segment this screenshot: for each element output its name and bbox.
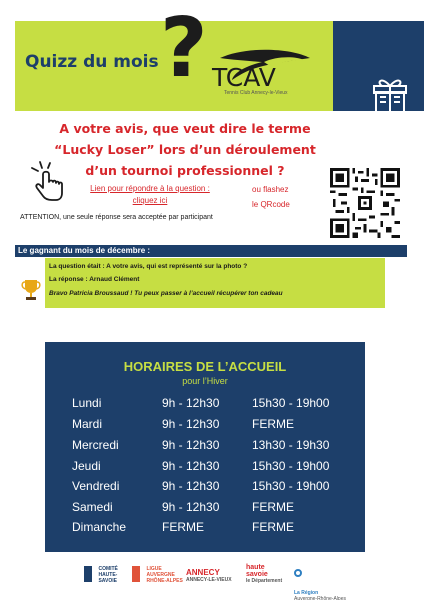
qr-instruction <box>252 182 290 212</box>
region-logo <box>294 569 350 600</box>
qr-instruction-line: ou flashez <box>252 185 289 194</box>
haute-savoie-logo <box>246 564 282 584</box>
opening-hours-subtitle: pour l’Hiver <box>182 376 228 386</box>
gift-icon <box>372 74 408 116</box>
hours-day: Samedi <box>72 500 113 514</box>
hours-day: Lundi <box>72 396 102 410</box>
hours-morning: 9h - 12h30 <box>162 500 220 514</box>
comite-logo-mark <box>84 566 92 582</box>
hours-day: Mardi <box>72 417 103 431</box>
logo-text: TCAV <box>212 63 276 92</box>
answer-link-click[interactable]: cliquez ici <box>132 196 168 205</box>
hours-afternoon: FERME <box>252 417 294 431</box>
hours-day: Vendredi <box>72 479 120 493</box>
annecy-logo-subtitle: ANNECY-LE-VIEUX <box>186 577 232 583</box>
hours-afternoon: FERME <box>252 500 294 514</box>
tcav-logo <box>206 48 330 112</box>
hours-afternoon: FERME <box>252 520 294 534</box>
hours-afternoon: 15h30 - 19h00 <box>252 479 330 493</box>
ligue-logo-mark <box>132 566 140 582</box>
comite-logo-text: COMITÉ HAUTE- SAVOIE <box>98 566 118 584</box>
winner-question: La question était : A votre avis, qui est représenté sur la photo ? <box>49 263 248 270</box>
question-mark-icon: ? <box>160 1 208 96</box>
answer-link[interactable] <box>64 183 236 207</box>
quiz-question-line: d’un tournoi professionnel ? <box>85 163 285 178</box>
quiz-question-line: A votre avis, que veut dire le terme <box>59 121 311 136</box>
hours-morning: FERME <box>162 520 204 534</box>
page-title: Quizz du mois <box>25 52 159 72</box>
hours-day: Dimanche <box>72 520 127 534</box>
winner-title: Le gagnant du mois de décembre : <box>18 246 151 255</box>
opening-hours-title: HORAIRES DE L’ACCUEIL <box>123 359 287 374</box>
qr-code-icon[interactable] <box>330 168 400 238</box>
quiz-question-line: “Lucky Loser” lors d’un déroulement <box>54 142 316 157</box>
haute-savoie-logo-text: haute savoie <box>246 564 268 578</box>
winner-answer: La réponse : Arnaud Clément <box>49 276 140 283</box>
sponsor-logos <box>80 562 350 600</box>
hours-morning: 9h - 12h30 <box>162 459 220 473</box>
hours-afternoon: 13h30 - 19h30 <box>252 438 330 452</box>
winner-congrats: Bravo Patricia Broussaud ! Tu peux passer à l’accueil récupérer ton cadeau <box>49 290 283 297</box>
quiz-question <box>20 118 350 181</box>
hours-morning: 9h - 12h30 <box>162 417 220 431</box>
region-logo-subtitle: Auvergne-Rhône-Alpes <box>294 596 346 600</box>
hours-morning: 9h - 12h30 <box>162 396 220 410</box>
haute-savoie-logo-subtitle: le Département <box>246 578 283 584</box>
comite-logo <box>84 566 118 587</box>
attention-note: ATTENTION, une seule réponse sera acceptée par participant <box>20 214 213 221</box>
annecy-logo-text: ANNECY <box>186 568 220 577</box>
hours-afternoon: 15h30 - 19h00 <box>252 396 330 410</box>
logo-subtitle: Tennis Club Annecy-le-Vieux <box>224 90 288 96</box>
pointing-hand-icon <box>30 160 66 202</box>
region-logo-text: La Région <box>294 590 319 596</box>
trophy-icon <box>20 278 42 302</box>
answer-link-label[interactable]: Lien pour répondre à la question : <box>90 184 210 193</box>
hours-afternoon: 15h30 - 19h00 <box>252 459 330 473</box>
qr-instruction-line: le QRcode <box>252 200 290 209</box>
ligue-logo <box>132 566 183 587</box>
ligue-logo-text: LIGUE AUVERGNE RHÔNE-ALPES <box>146 566 183 584</box>
hours-morning: 9h - 12h30 <box>162 479 220 493</box>
hours-morning: 9h - 12h30 <box>162 438 220 452</box>
hours-day: Mercredi <box>72 438 119 452</box>
hours-day: Jeudi <box>72 459 101 473</box>
region-logo-mark <box>294 569 302 577</box>
annecy-logo <box>186 568 232 583</box>
